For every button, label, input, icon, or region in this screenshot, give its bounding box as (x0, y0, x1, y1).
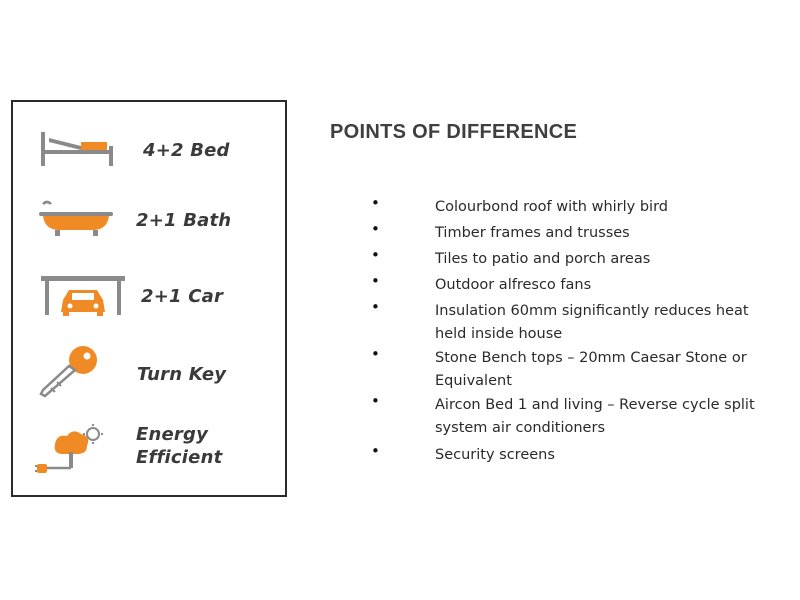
bullet: • (371, 442, 380, 460)
list-item (371, 298, 775, 346)
list-item-text: Tiles to patio and porch areas (435, 251, 651, 267)
list-item-text: Security screens (435, 447, 555, 463)
list-item-text: Outdoor alfresco fans (435, 277, 592, 293)
list-item-text: Timber frames and trusses (435, 225, 630, 241)
list-item-text-continued: held inside house (435, 326, 563, 342)
list-item (371, 345, 775, 393)
list-item-text-continued: system air conditioners (435, 420, 605, 436)
list-item-text: Insulation 60mm significantly reduces heat (435, 303, 749, 319)
feature-label-bath: 2+1 Bath (136, 210, 232, 231)
page-title: POINTS OF DIFFERENCE (330, 121, 578, 143)
bullet: • (371, 345, 380, 363)
feature-label-car: 2+1 Car (141, 286, 224, 307)
list-item-text: Stone Bench tops – 20mm Caesar Stone or (435, 350, 747, 366)
bullet: • (371, 220, 380, 238)
list-item-text: Aircon Bed 1 and living – Reverse cycle split (435, 397, 755, 413)
bullet: • (371, 298, 380, 316)
feature-label-energy-line2: Efficient (136, 447, 223, 468)
list-item (371, 246, 775, 271)
list-item (371, 194, 775, 219)
feature-label-bed: 4+2 Bed (143, 140, 230, 161)
list-item-text: Colourbond roof with whirly bird (435, 199, 668, 215)
bullet: • (371, 194, 380, 212)
list-item-text-continued: Equivalent (435, 373, 512, 389)
feature-label-energy-line1: Energy (136, 424, 209, 445)
bullet: • (371, 246, 380, 264)
list-item (371, 442, 775, 467)
bullet: • (371, 392, 380, 410)
list-item (371, 220, 775, 245)
feature-label-key: Turn Key (137, 364, 227, 385)
bullet: • (371, 272, 380, 290)
list-item (371, 272, 775, 297)
list-item (371, 392, 775, 440)
